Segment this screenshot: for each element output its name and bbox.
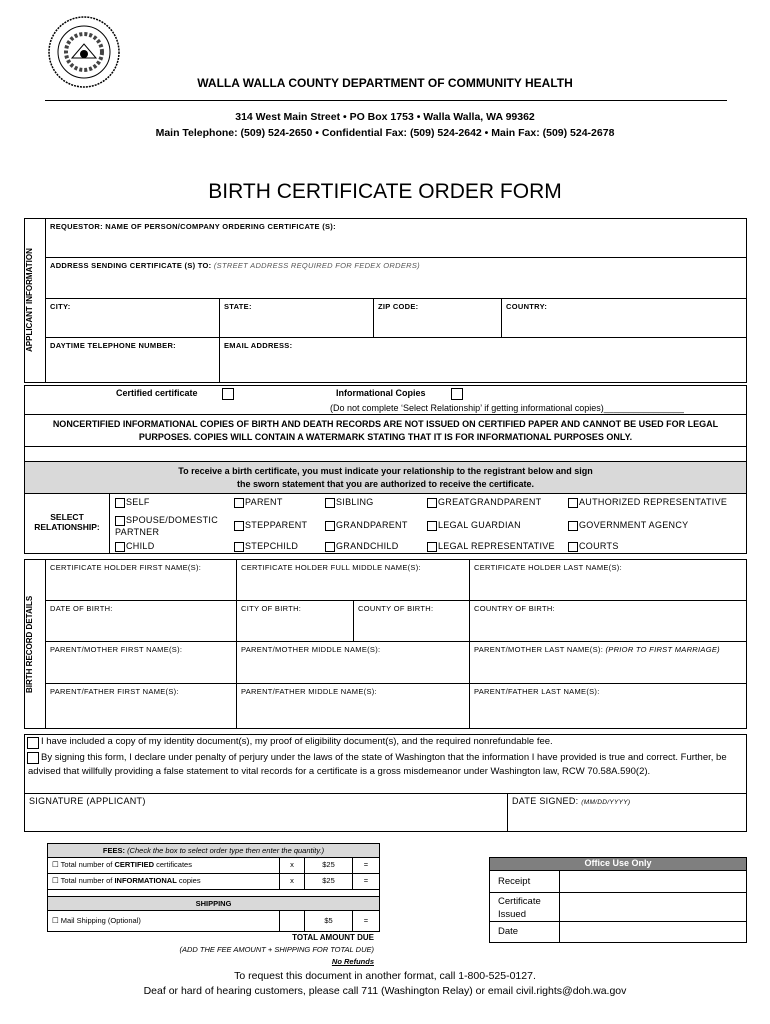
shipping-row[interactable]: ☐ Mail Shipping (Optional) [47,910,280,932]
rel-legal-representative[interactable] [427,541,555,552]
informational-label: Informational Copies [336,388,426,398]
shipping-blank [279,910,305,932]
rel-grandchild[interactable] [325,541,399,552]
mother-first-label: PARENT/MOTHER FIRST NAME(S): [50,645,183,654]
rel-government-agency[interactable] [568,520,688,531]
fee-row-informational[interactable] [47,873,280,890]
fee-eq: = [352,873,380,890]
father-first-field[interactable] [45,683,237,729]
rel-label: CHILD [126,541,155,551]
fee-text: copies [176,876,201,885]
fee-text: ☐ Total number of [52,860,115,869]
rel-spouse[interactable] [115,514,225,538]
date-signed-field[interactable] [507,793,747,832]
footer-relay: Deaf or hard of hearing customers, please call 711 (Washington Relay) or email civil.rights@doh.wa.gov [143,985,627,997]
birth-city-label: CITY OF BIRTH: [241,604,302,613]
rel-parent[interactable] [234,497,283,508]
checkbox-icon [568,521,578,531]
applicant-section-label: APPLICANT INFORMATION [25,248,34,353]
rel-label: SELF [126,497,150,507]
signature-label: SIGNATURE (APPLICANT) [29,796,146,806]
checkbox-icon [568,542,578,552]
rel-courts[interactable] [568,541,619,552]
holder-last-field[interactable] [469,559,747,601]
perjury-text: By signing this form, I declare under penalty of perjury under the laws of the state of Washington that the information I have provided is true and correct. Further, be advised that willfully providing a false statement to vital records for a certificate is a gross misdemeanor under Washington law, RCW 70.58A.590(2). [28,752,727,777]
noncertified-warning: NONCERTIFIED INFORMATIONAL COPIES OF BIRTH AND DEATH RECORDS ARE NOT ISSUED ON CERTIFIED PAPER AND CANNOT BE USED FOR LEGAL PURPOSES. COPIES WILL CONTAIN A WATERMARK STATING THAT IT IS FOR INFORMATIONAL PURPOSES ONLY. [24,414,747,447]
rel-label: GRANDCHILD [336,541,399,551]
checkbox-icon [234,542,244,552]
birth-section-tab [24,559,46,729]
phone-label: DAYTIME TELEPHONE NUMBER: [50,341,176,350]
holder-first-label: CERTIFICATE HOLDER FIRST NAME(S): [50,563,202,572]
date-signed-label: DATE SIGNED: [512,796,579,806]
dob-label: DATE OF BIRTH: [50,604,113,613]
dob-field[interactable] [45,600,237,642]
informational-checkbox[interactable] [451,388,463,400]
rel-label: STEPPARENT [245,520,308,530]
holder-middle-field[interactable] [236,559,470,601]
email-field[interactable] [219,337,747,383]
mother-middle-field[interactable] [236,641,470,684]
father-first-label: PARENT/FATHER FIRST NAME(S): [50,687,179,696]
checkbox-icon [427,498,437,508]
birth-section-label: BIRTH RECORD DETAILS [25,595,34,693]
state-label: STATE: [224,302,252,311]
date-format: (MM/DD/YYYY) [581,799,631,806]
father-last-label: PARENT/FATHER LAST NAME(S): [474,687,600,696]
rel-stepparent[interactable] [234,520,307,531]
birth-county-label: COUNTY OF BIRTH: [358,604,434,613]
department-address: 314 West Main Street • PO Box 1753 • Walla Walla, WA 99362 [235,111,535,123]
address-field[interactable] [45,257,747,299]
checkbox-icon [427,521,437,531]
certified-label: Certified certificate [116,388,198,398]
identity-docs-checkbox[interactable] [27,737,39,749]
fee-x: x [279,873,305,890]
fees-header-bold: FEES: [102,846,125,855]
rel-label: GOVERNMENT AGENCY [579,520,689,530]
holder-first-field[interactable] [45,559,237,601]
checkbox-icon [234,498,244,508]
total-note: (ADD THE FEE AMOUNT + SHIPPING FOR TOTAL DUE) [179,945,374,954]
checkbox-icon [234,521,244,531]
holder-last-label: CERTIFICATE HOLDER LAST NAME(S): [474,563,622,572]
applicant-section-tab [24,218,46,383]
shipping-price: $5 [304,910,353,932]
office-use-header: Office Use Only [489,857,747,871]
checkbox-icon [568,498,578,508]
checkbox-icon [115,542,125,552]
mother-first-field[interactable] [45,641,237,684]
shipping-header: SHIPPING [47,896,380,911]
fee-text-bold: INFORMATIONAL [114,876,177,885]
office-issued-field[interactable] [559,892,747,922]
father-middle-label: PARENT/FATHER MIDDLE NAME(S): [241,687,377,696]
relationship-banner: To receive a birth certificate, you must indicate your relationship to the registrant below and sign the sworn statement that you are authorized to receive the certificate. [24,461,747,494]
mother-last-label: PARENT/MOTHER LAST NAME(S): [474,645,604,654]
fee-price: $25 [304,873,353,890]
fee-text: certificates [154,860,192,869]
rel-label: GRANDPARENT [336,520,408,530]
mother-last-field[interactable] [469,641,747,684]
header-divider [45,100,727,101]
checkbox-icon [115,498,125,508]
office-issued-label: Certificate Issued [489,892,560,922]
fee-row-certified[interactable] [47,857,280,874]
rel-label: AUTHORIZED REPRESENTATIVE [579,497,728,507]
informational-note: (Do not complete ‘Select Relationship’ if getting informational copies)________________ [330,403,684,413]
rel-label: GREATGRANDPARENT [438,497,542,507]
checkbox-icon [115,516,125,526]
fee-eq: = [352,857,380,874]
holder-middle-label: CERTIFICATE HOLDER FULL MIDDLE NAME(S): [241,563,421,572]
rel-label: PARENT [245,497,283,507]
fee-text: ☐ Total number of [52,876,115,885]
zip-field[interactable] [373,298,502,338]
rel-child[interactable] [115,541,155,552]
address-note: (STREET ADDRESS REQUIRED FOR FEDEX ORDERS) [213,261,420,270]
rel-legal-guardian[interactable] [427,520,521,531]
birth-city-field[interactable] [236,600,354,642]
fee-text-bold: CERTIFIED [114,860,155,869]
rel-label: SIBLING [336,497,374,507]
mother-middle-label: PARENT/MOTHER MIDDLE NAME(S): [241,645,381,654]
office-date-field[interactable] [559,921,747,943]
rel-label: LEGAL REPRESENTATIVE [438,541,555,551]
father-middle-field[interactable] [236,683,470,729]
father-last-field[interactable] [469,683,747,729]
fees-header-note: (Check the box to select order type then enter the quantity.) [127,846,325,855]
form-title: BIRTH CERTIFICATE ORDER FORM [208,180,562,203]
birth-country-field[interactable] [469,600,747,642]
rel-sibling[interactable] [325,497,374,508]
department-name: WALLA WALLA COUNTY DEPARTMENT OF COMMUNITY HEALTH [197,76,573,90]
rel-label: COURTS [579,541,619,551]
country-label: COUNTRY: [506,302,548,311]
footer-alt-format: To request this document in another format, call 1-800-525-0127. [234,970,536,982]
checkbox-icon [325,521,335,531]
email-label: EMAIL ADDRESS: [224,341,293,350]
address-label: ADDRESS SENDING CERTIFICATE (S) TO: [50,261,212,270]
office-receipt-label: Receipt [489,870,560,893]
shipping-eq: = [352,910,380,932]
fees-header [47,843,380,858]
rel-label: STEPCHILD [245,541,299,551]
mother-last-note: (PRIOR TO FIRST MARRIAGE) [605,645,720,654]
country-field[interactable] [501,298,747,338]
rel-stepchild[interactable] [234,541,298,552]
total-amount-label: TOTAL AMOUNT DUE [292,933,374,942]
office-date-label: Date [489,921,560,943]
fee-price: $25 [304,857,353,874]
checkbox-icon [427,542,437,552]
identity-docs-text: I have included a copy of my identity document(s), my proof of eligibility document(s), and the required nonrefundable fee. [41,736,553,747]
office-receipt-field[interactable] [559,870,747,893]
zip-label: ZIP CODE: [378,302,419,311]
state-field[interactable] [219,298,374,338]
rel-self[interactable] [115,497,150,508]
department-phones: Main Telephone: (509) 524-2650 • Confidential Fax: (509) 524-2642 • Main Fax: (509) 524-2678 [155,127,615,139]
city-field[interactable] [45,298,220,338]
certified-checkbox[interactable] [222,388,234,400]
fee-x: x [279,857,305,874]
requestor-label: REQUESTOR: NAME OF PERSON/COMPANY ORDERING CERTIFICATE (S): [50,222,336,231]
no-refunds: No Refunds [331,957,374,966]
requestor-field[interactable] [45,218,747,258]
relationship-label: SELECT RELATIONSHIP: [24,493,110,554]
phone-field[interactable] [45,337,220,383]
birth-county-field[interactable] [353,600,470,642]
checkbox-icon [325,498,335,508]
city-label: CITY: [50,302,71,311]
rel-label: LEGAL GUARDIAN [438,520,521,530]
rel-authorized-rep[interactable] [568,497,727,508]
blank-row [24,446,747,462]
birth-country-label: COUNTRY OF BIRTH: [474,604,555,613]
signature-field[interactable] [24,793,508,832]
rel-greatgrandparent[interactable] [427,497,541,508]
checkbox-icon [325,542,335,552]
rel-label: SPOUSE/DOMESTIC PARTNER [115,515,219,537]
rel-grandparent[interactable] [325,520,408,531]
